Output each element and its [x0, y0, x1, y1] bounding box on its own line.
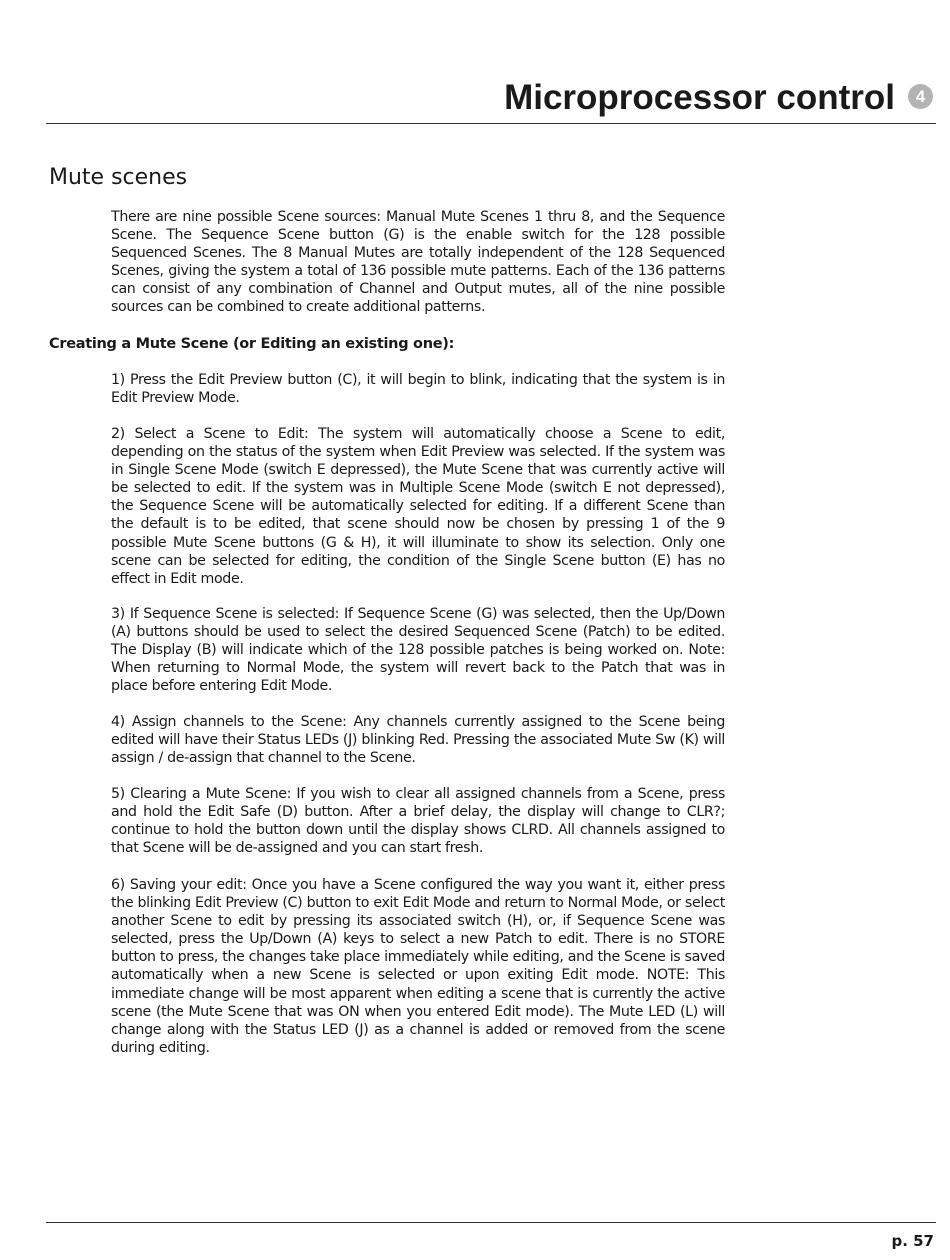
header-rule [46, 123, 936, 124]
footer-rule [46, 1222, 936, 1223]
intro-paragraph: There are nine possible Scene sources: Manual Mute Scenes 1 thru 8, and the Sequence Scene. The Sequence Scene button (G) is the enable switch for the 128 possible Sequenced Scenes. The 8 Manual Mutes are totally independent of the 128 Sequenced Scenes, giving the system a total of 136 possible mute patterns. Each of the 136 patterns can consist of any combination of Channel and Output mutes, all of the nine possible sources can be combined to create additional patterns. [111, 209, 725, 316]
step-2: 2) Select a Scene to Edit: The system will automatically choose a Scene to edit, depending on the status of the system when Edit Preview was selected. If the system was in Single Scene Mode (switch E depressed), the Mute Scene that was currently active will be selected to edit. If the system was in Multiple Scene Mode (switch E not depressed), the Sequence Scene will be automatically selected for editing. If a different Scene than the default is to be edited, that scene should now be chosen by pressing 1 of the 9 possible Mute Scene buttons (G & H), it will illuminate to show its selection. Only one scene can be selected for editing, the condition of the Single Scene button (E) has no effect in Edit mode. [111, 426, 725, 587]
step-3: 3) If Sequence Scene is selected: If Sequence Scene (G) was selected, then the Up/Down (A) buttons should be used to select the desired Sequenced Scene (Patch) to be edited. The Display (B) will indicate which of the 128 possible patches is being worked on. Note: When returning to Normal Mode, the system will revert back to the Patch that was in place before entering Edit Mode. [111, 606, 725, 695]
step-5: 5) Clearing a Mute Scene: If you wish to clear all assigned channels from a Scene, press and hold the Edit Safe (D) button. After a brief delay, the display will change to CLR?; continue to hold the button down until the display shows CLRD. All channels assigned to that Scene will be de-assigned and you can start fresh. [111, 786, 725, 857]
chapter-number-badge: 4 [908, 84, 933, 109]
page-number: p. 57 [891, 1232, 934, 1250]
section-title: Mute scenes [49, 165, 188, 190]
step-6: 6) Saving your edit: Once you have a Scene configured the way you want it, either press the blinking Edit Preview (C) button to exit Edit Mode and return to Normal Mode, or select another Scene to edit by pressing its associated switch (H), or, if Sequence Scene was selected, press the Up/Down (A) keys to select a new Patch to edit. There is no STORE button to press, the changes take place immediately while editing, and the Scene is saved automatically when a new Scene is selected or upon exiting Edit mode. NOTE: This immediate change will be most apparent when editing a scene that is currently the active scene (the Mute Scene that was ON when you entered Edit mode). The Mute LED (L) will change along with the Status LED (J) as a channel is added or removed from the scene during editing. [111, 877, 725, 1056]
chapter-title: Microprocessor control [504, 78, 895, 117]
step-1: 1) Press the Edit Preview button (C), it will begin to blink, indicating that the system is in Edit Preview Mode. [111, 372, 725, 407]
subsection-title: Creating a Mute Scene (or Editing an existing one): [49, 336, 455, 352]
step-4: 4) Assign channels to the Scene: Any channels currently assigned to the Scene being edited will have their Status LEDs (J) blinking Red. Pressing the associated Mute Sw (K) will assign / de-assign that channel to the Scene. [111, 714, 725, 767]
